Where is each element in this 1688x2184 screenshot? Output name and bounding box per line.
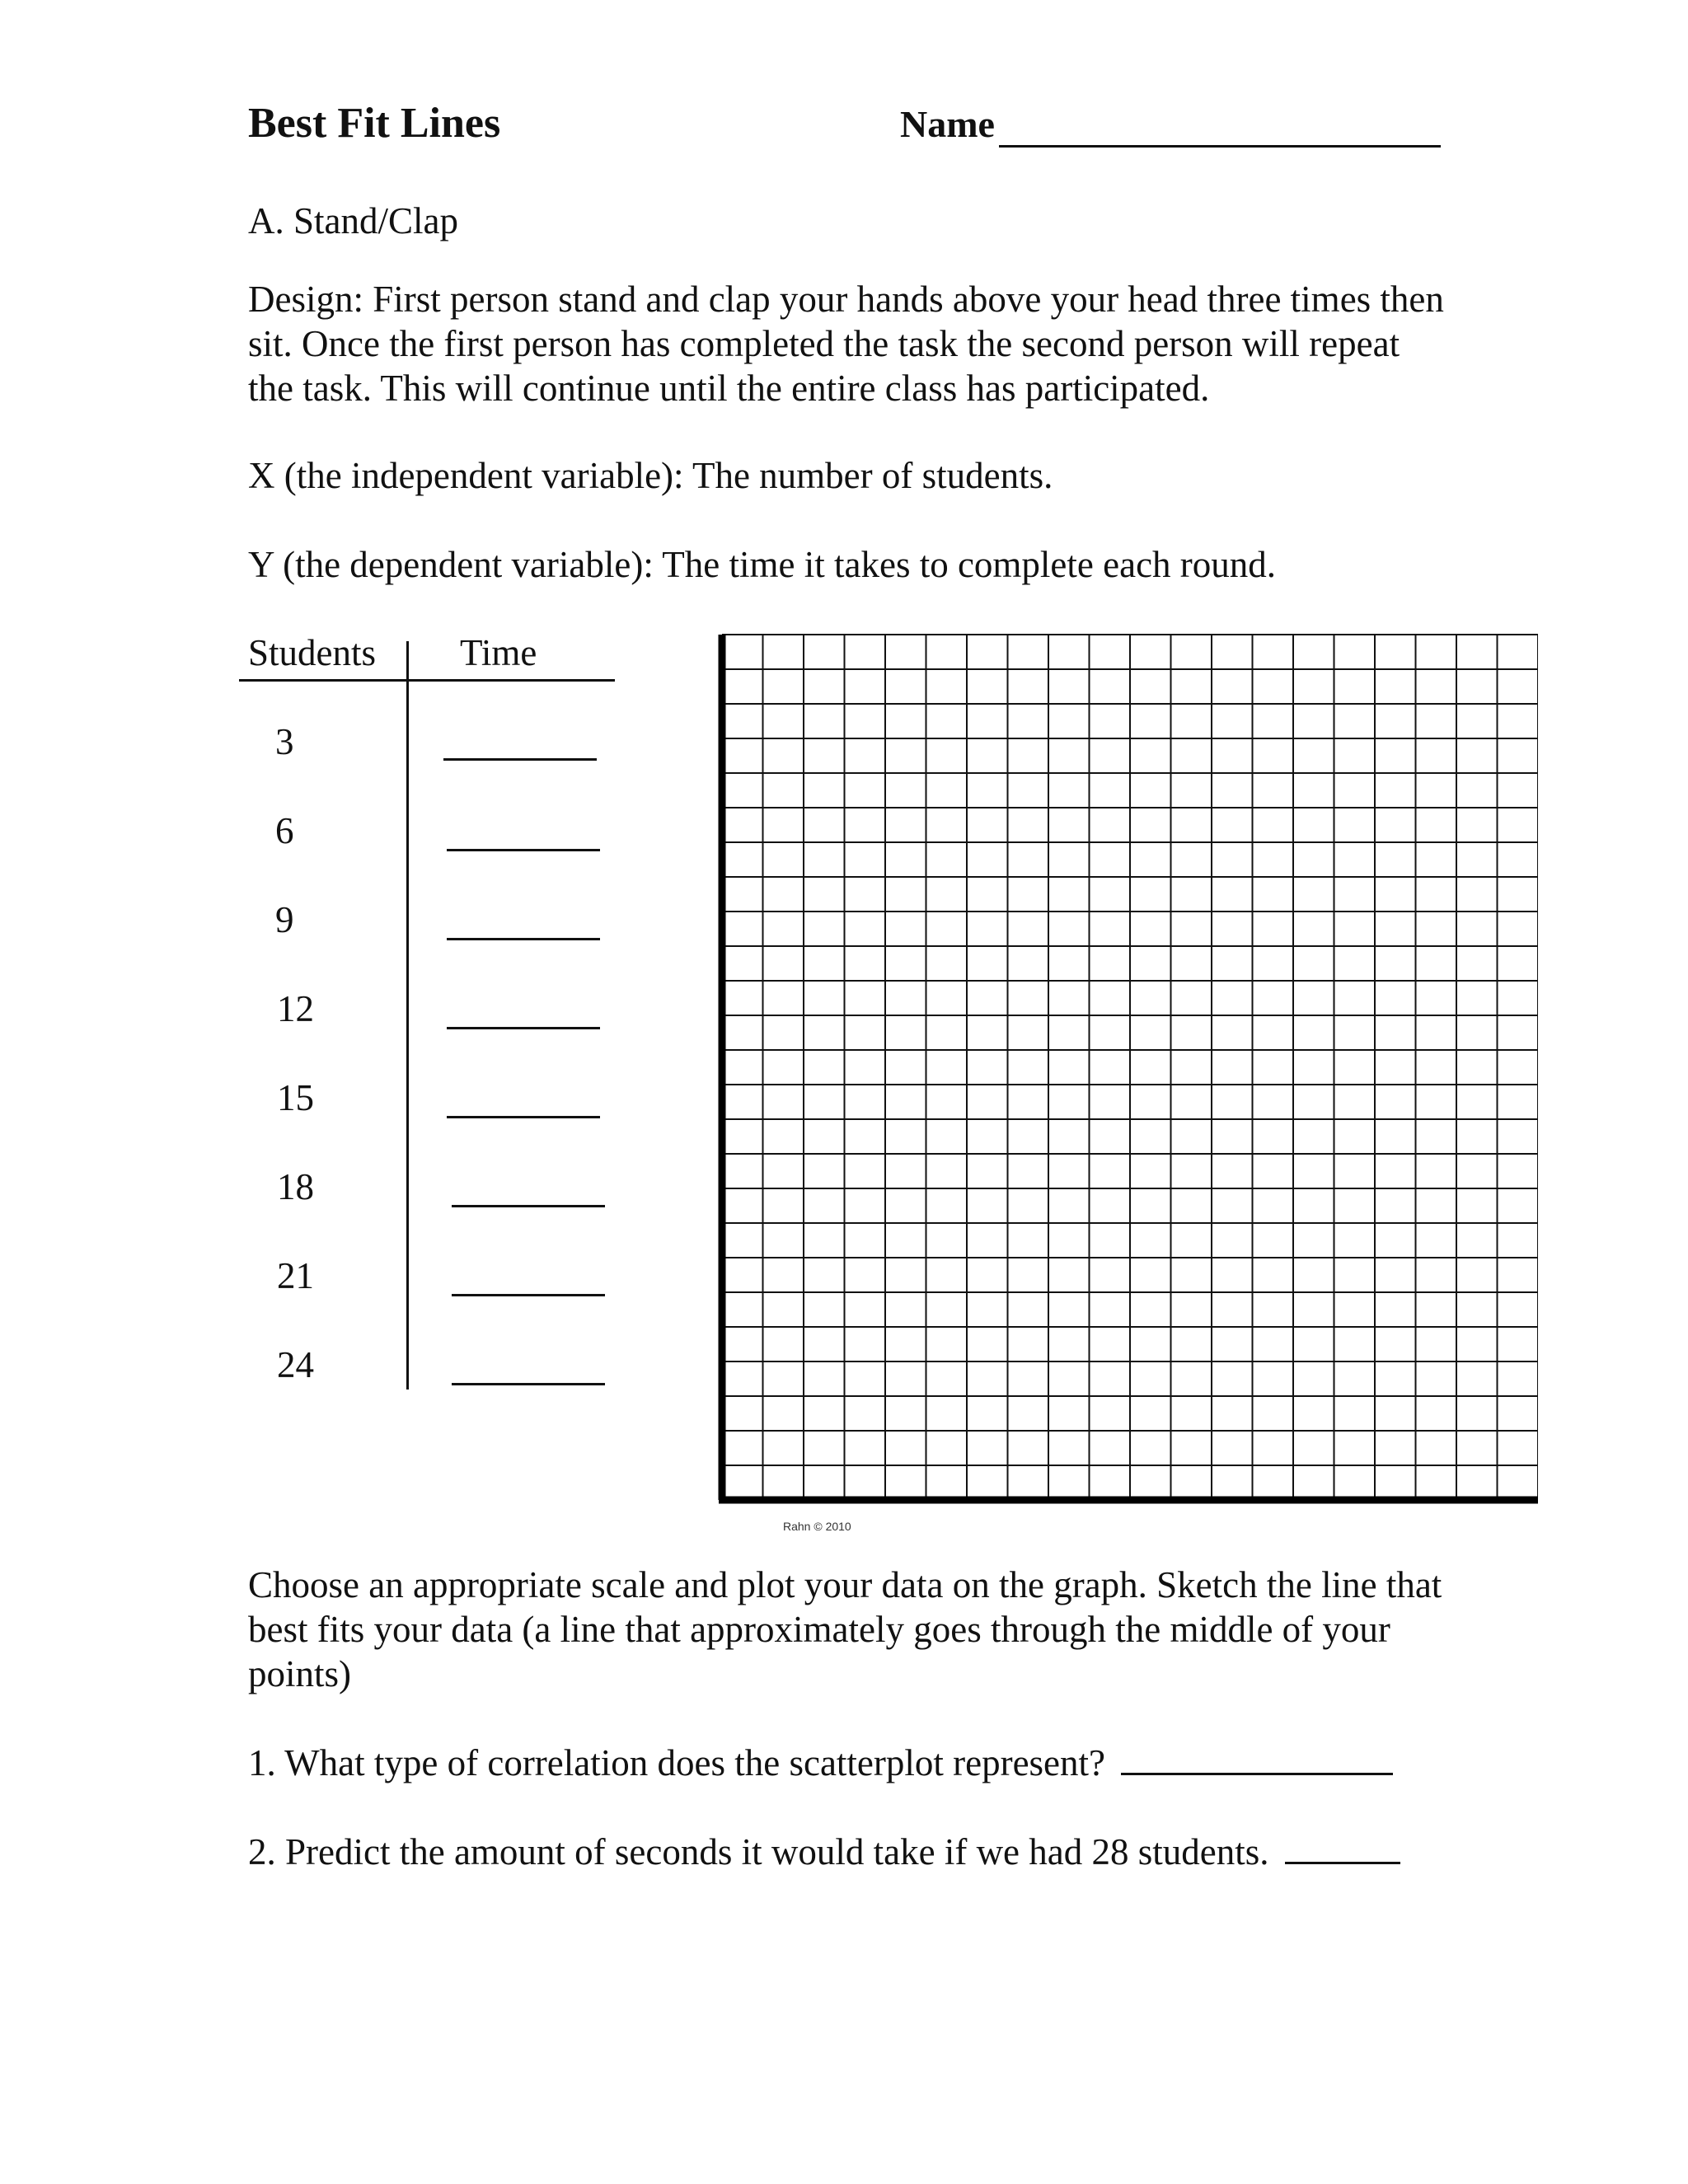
question-1: [248, 1741, 1451, 1785]
section-label: A. Stand/Clap: [248, 200, 458, 241]
students-value: 24: [277, 1344, 314, 1385]
students-value: 3: [275, 721, 294, 762]
table-header-divider: [239, 679, 615, 682]
students-value: 18: [277, 1166, 314, 1207]
graph-grid[interactable]: [717, 631, 1538, 1505]
design-paragraph: Design: First person stand and clap your hands above your head three times then sit. Once the first person has completed the task the second person will repeat the task. This will continue until the entire class has participated.: [248, 279, 1444, 409]
students-value: 6: [275, 810, 294, 851]
time-answer-blank[interactable]: [447, 1027, 600, 1029]
copyright-note: Rahn © 2010: [783, 1520, 851, 1533]
name-label: Name: [900, 103, 995, 145]
time-column-header: Time: [460, 632, 537, 673]
independent-variable-text: X (the independent variable): The number of students.: [248, 455, 1053, 496]
students-value: 9: [275, 899, 294, 940]
question-2: [248, 1830, 1451, 1874]
question-2-answer-blank[interactable]: [1285, 1832, 1400, 1864]
time-answer-blank[interactable]: [447, 1116, 600, 1118]
time-answer-blank[interactable]: [447, 938, 600, 940]
instructions-paragraph: Choose an appropriate scale and plot your data on the graph. Sketch the line that best fits your data (a line that approximately goes through the middle of your points): [248, 1564, 1442, 1694]
time-answer-blank[interactable]: [452, 1294, 605, 1296]
students-value: 21: [277, 1255, 314, 1296]
time-answer-blank[interactable]: [447, 849, 600, 851]
question-1-text: 1. What type of correlation does the scatterplot represent?: [248, 1742, 1106, 1783]
students-value: 15: [277, 1077, 314, 1118]
question-1-answer-blank[interactable]: [1121, 1743, 1393, 1775]
question-2-text: 2. Predict the amount of seconds it would take if we had 28 students.: [248, 1831, 1269, 1872]
page-title: Best Fit Lines: [248, 100, 501, 147]
time-answer-blank[interactable]: [443, 758, 597, 761]
name-input-line[interactable]: [999, 145, 1441, 148]
time-answer-blank[interactable]: [452, 1205, 605, 1207]
table-column-divider: [406, 641, 409, 1390]
dependent-variable-text: Y (the dependent variable): The time it takes to complete each round.: [248, 544, 1277, 585]
time-answer-blank[interactable]: [452, 1383, 605, 1385]
students-column-header: Students: [248, 632, 377, 673]
students-value: 12: [277, 988, 314, 1029]
